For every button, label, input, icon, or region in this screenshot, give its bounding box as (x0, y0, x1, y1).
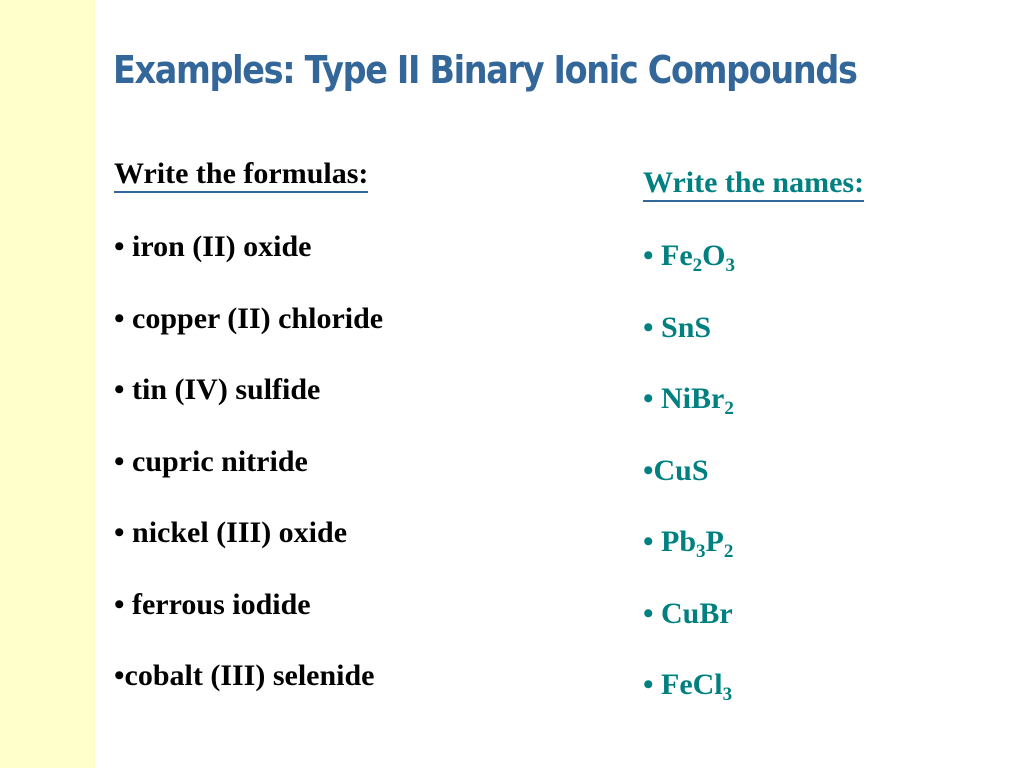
list-item (643, 668, 864, 740)
formula-subscript: 2 (724, 398, 734, 419)
formulas-heading: Write the formulas: (114, 157, 368, 193)
formula-text: • Pb (643, 525, 697, 558)
formula-text: • CuBr (643, 596, 733, 630)
formula-text: • SnS (643, 310, 712, 344)
list-item (643, 311, 864, 383)
names-list (643, 239, 864, 740)
list-item: • nickel (III) oxide (114, 516, 348, 549)
list-item (643, 597, 864, 669)
formula-subscript: 3 (696, 541, 706, 562)
list-item: • cupric nitride (114, 444, 308, 478)
formulas-list (114, 230, 383, 731)
list-item (643, 454, 864, 526)
list-item: • iron (II) oxide (114, 230, 312, 263)
list-item (643, 239, 864, 311)
formula-text: P (705, 525, 724, 558)
formula-subscript: 3 (725, 255, 735, 276)
formula-subscript: 2 (692, 255, 703, 276)
list-item (643, 525, 864, 597)
formula-subscript: 2 (723, 541, 734, 562)
formula-text: • FeCl (643, 668, 723, 701)
list-item (643, 382, 864, 454)
formula-subscript: 3 (722, 684, 733, 705)
formula-text: • Fe (643, 239, 693, 272)
list-item: •cobalt (III) selenide (114, 659, 375, 692)
formula-text: • NiBr (643, 382, 725, 415)
list-item: • tin (IV) sulfide (114, 373, 321, 406)
list-item: • copper (II) chloride (114, 301, 384, 335)
formulas-column (114, 157, 383, 731)
slide-title: Examples: Type II Binary Ionic Compounds (113, 48, 857, 92)
side-strip (0, 0, 95, 768)
names-heading: Write the names: (643, 166, 864, 202)
formula-text: O (702, 239, 726, 272)
formula-text: •CuS (643, 453, 709, 487)
names-column (643, 166, 864, 740)
list-item: • ferrous iodide (114, 587, 311, 621)
